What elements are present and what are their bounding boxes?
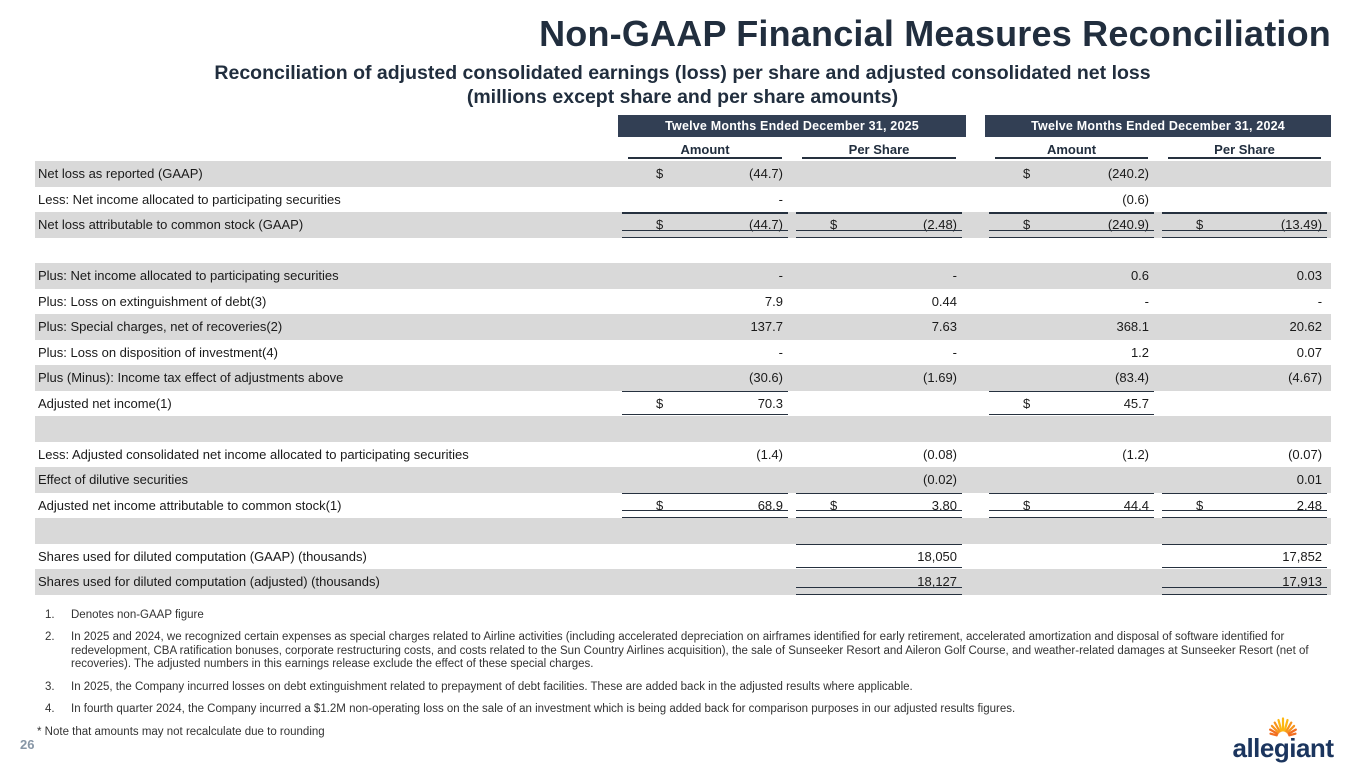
- cell-value: (240.2): [1107, 166, 1150, 182]
- footnote-text: Denotes non-GAAP figure: [71, 608, 204, 621]
- cell-value: 7.9: [764, 293, 783, 309]
- dollar-sign: $: [656, 166, 664, 182]
- sub-header-spacer: [35, 137, 618, 161]
- per-share-cell: [792, 467, 966, 493]
- per-share-cell: [1158, 212, 1331, 238]
- per-share-cell: [1158, 518, 1331, 544]
- page-subtitle-line1: Reconciliation of adjusted consolidated earnings (loss) per share and adjusted consolidated net loss: [214, 62, 1151, 84]
- footnote-4: [45, 703, 1345, 717]
- cell-value: 137.7: [750, 319, 783, 335]
- row-label: Effect of dilutive securities: [38, 472, 189, 488]
- row-label: Net loss attributable to common stock (GAAP): [38, 217, 304, 233]
- amount-cell: [618, 238, 792, 264]
- table-row: [35, 544, 1331, 570]
- cell-value: (13.49): [1280, 217, 1323, 233]
- column-gap: [966, 518, 985, 544]
- cell-value: (4.67): [1288, 370, 1323, 386]
- footnote-2: [45, 631, 1345, 672]
- per-share-cell: [1158, 391, 1331, 417]
- cell-value: (240.9): [1107, 217, 1150, 233]
- dollar-sign: $: [1196, 497, 1204, 513]
- table-row: [35, 391, 1331, 417]
- cell-value: -: [778, 268, 783, 284]
- cell-value: 44.4: [1123, 497, 1150, 513]
- group-header-spacer: [35, 115, 618, 137]
- row-label: [35, 238, 618, 264]
- amount-cell: [618, 544, 792, 570]
- footnote-number: 2.: [45, 631, 55, 643]
- amount-cell: [985, 442, 1158, 468]
- per-share-cell: [1158, 442, 1331, 468]
- amount-cell: [618, 416, 792, 442]
- per-share-cell: [792, 263, 966, 289]
- row-label: Net loss as reported (GAAP): [38, 166, 203, 182]
- per-share-cell: [1158, 365, 1331, 391]
- cell-value: 7.63: [931, 319, 958, 335]
- logo-text: allegiant: [1232, 733, 1334, 763]
- col-header-amount-2024: Amount: [985, 137, 1158, 161]
- dollar-sign: $: [1023, 395, 1031, 411]
- row-label: [35, 518, 618, 544]
- row-label: Plus: Special charges, net of recoveries(2): [38, 319, 283, 335]
- per-share-cell: [1158, 238, 1331, 264]
- per-share-cell: [792, 391, 966, 417]
- page-number: 26: [20, 737, 35, 752]
- cell-value: (44.7): [749, 166, 783, 182]
- table-row: [35, 187, 1331, 213]
- amount-cell: [985, 161, 1158, 187]
- column-gap: [966, 467, 985, 493]
- cell-value: 368.1: [1116, 319, 1150, 335]
- cell-value: (1.4): [756, 446, 783, 462]
- cell-value: -: [778, 191, 783, 207]
- row-label: Plus: Net income allocated to participating securities: [38, 268, 339, 284]
- dollar-sign: $: [830, 497, 838, 513]
- cell-value: 0.44: [931, 293, 958, 309]
- row-label: [35, 416, 618, 442]
- cell-value: 45.7: [1123, 395, 1150, 411]
- cell-value: 1.2: [1130, 344, 1150, 360]
- footnotes: [37, 608, 1345, 740]
- amount-cell: [985, 340, 1158, 366]
- cell-value: (1.2): [1122, 446, 1150, 462]
- group-header-2025: Twelve Months Ended December 31, 2025: [618, 115, 966, 137]
- amount-cell: [618, 493, 792, 519]
- footnote-number: 4.: [45, 703, 55, 715]
- cell-value: -: [952, 268, 958, 284]
- cell-value: 2.48: [1296, 497, 1323, 513]
- column-gap: [966, 187, 985, 213]
- sub-header-row: [35, 137, 1331, 161]
- table-row: [35, 467, 1331, 493]
- per-share-cell: [1158, 314, 1331, 340]
- per-share-cell: [1158, 340, 1331, 366]
- per-share-cell: [792, 314, 966, 340]
- row-label: Plus (Minus): Income tax effect of adjustments above: [38, 370, 344, 386]
- amount-cell: [985, 314, 1158, 340]
- table-row-blank: [35, 518, 1331, 544]
- cell-value: (0.08): [923, 446, 958, 462]
- cell-value: 18,050: [917, 548, 958, 564]
- footnote-number: 1.: [45, 608, 55, 621]
- row-label: Plus: Loss on extinguishment of debt(3): [38, 293, 267, 309]
- table-row: [35, 263, 1331, 289]
- column-gap: [966, 391, 985, 417]
- cell-value: 70.3: [757, 395, 783, 411]
- per-share-cell: [1158, 263, 1331, 289]
- cell-value: 20.62: [1289, 319, 1323, 335]
- per-share-cell: [792, 416, 966, 442]
- per-share-cell: [1158, 544, 1331, 570]
- column-gap: [966, 212, 985, 238]
- amount-cell: [618, 187, 792, 213]
- per-share-cell: [1158, 416, 1331, 442]
- per-share-cell: [792, 493, 966, 519]
- cell-value: (1.69): [923, 370, 958, 386]
- sub-header-gap: [966, 137, 985, 161]
- amount-cell: [618, 365, 792, 391]
- amount-cell: [618, 442, 792, 468]
- column-gap: [966, 289, 985, 315]
- cell-value: -: [952, 344, 958, 360]
- amount-cell: [618, 289, 792, 315]
- cell-value: 0.07: [1296, 344, 1323, 360]
- cell-value: 17,913: [1282, 574, 1323, 590]
- column-gap: [966, 263, 985, 289]
- group-header-row: [35, 115, 1331, 137]
- page-title: Non-GAAP Financial Measures Reconciliation: [539, 13, 1331, 54]
- cell-value: (0.07): [1288, 446, 1323, 462]
- per-share-cell: [792, 187, 966, 213]
- cell-value: (0.02): [923, 472, 958, 488]
- dollar-sign: $: [656, 217, 664, 233]
- table-row: [35, 212, 1331, 238]
- row-label: Less: Adjusted consolidated net income allocated to participating securities: [38, 446, 469, 462]
- col-header-pershare-2024: Per Share: [1158, 137, 1331, 161]
- amount-cell: [985, 212, 1158, 238]
- amount-cell: [618, 518, 792, 544]
- cell-value: (44.7): [749, 217, 783, 233]
- cell-value: (30.6): [749, 370, 783, 386]
- rounding-note: * Note that amounts may not recalculate due to rounding: [37, 725, 325, 738]
- amount-cell: [985, 289, 1158, 315]
- table-row: [35, 365, 1331, 391]
- footnote-1: [45, 609, 1345, 623]
- amount-cell: [618, 467, 792, 493]
- group-header-2024: Twelve Months Ended December 31, 2024: [985, 115, 1331, 137]
- table-row: [35, 340, 1331, 366]
- col-header-amount-2025: Amount: [618, 137, 792, 161]
- amount-cell: [985, 467, 1158, 493]
- cell-value: -: [778, 344, 783, 360]
- per-share-cell: [792, 238, 966, 264]
- amount-cell: [985, 416, 1158, 442]
- row-label: Adjusted net income(1): [38, 395, 172, 411]
- table-body: [35, 161, 1331, 595]
- amount-cell: [618, 391, 792, 417]
- amount-cell: [985, 365, 1158, 391]
- dollar-sign: $: [1023, 497, 1031, 513]
- row-label: Shares used for diluted computation (GAAP) (thousands): [38, 548, 367, 564]
- per-share-cell: [792, 569, 966, 595]
- dollar-sign: $: [656, 395, 664, 411]
- amount-cell: [618, 263, 792, 289]
- table-row-blank: [35, 238, 1331, 264]
- row-label: Adjusted net income attributable to common stock(1): [38, 497, 342, 513]
- per-share-cell: [792, 212, 966, 238]
- column-gap: [966, 569, 985, 595]
- row-label: Plus: Loss on disposition of investment(4): [38, 344, 278, 360]
- footnote-3: [45, 681, 1345, 695]
- dollar-sign: $: [1196, 217, 1204, 233]
- allegiant-logo: [1217, 713, 1349, 762]
- amount-cell: [985, 518, 1158, 544]
- column-gap: [966, 314, 985, 340]
- column-gap: [966, 493, 985, 519]
- table-row-blank: [35, 416, 1331, 442]
- dollar-sign: $: [1023, 217, 1031, 233]
- amount-cell: [618, 314, 792, 340]
- amount-cell: [618, 340, 792, 366]
- dollar-sign: $: [830, 217, 838, 233]
- per-share-cell: [792, 161, 966, 187]
- amount-cell: [618, 212, 792, 238]
- footnote-text: In 2025 and 2024, we recognized certain expenses as special charges related to Airline activities (including accelerated depreciation on airframes identified for early retirement, accelerated amortization and disposal of software identified for redevelopment, CBA ratification bonuses, corporate restructuring costs, and costs related to the Sun Country Airlines acquisition), the sale of Sunseeker Resort and Aileron Golf Course, and weather-related damages at Sunseeker Resort (net of recoveries). The adjusted numbers in this earnings release exclude the effect of these special charges.: [71, 631, 1309, 670]
- amount-cell: [985, 493, 1158, 519]
- table-row: [35, 569, 1331, 595]
- cell-value: 0.6: [1130, 268, 1150, 284]
- table-row: [35, 161, 1331, 187]
- per-share-cell: [1158, 493, 1331, 519]
- column-gap: [966, 442, 985, 468]
- row-label: Less: Net income allocated to participating securities: [38, 191, 341, 207]
- page-subtitle: [0, 61, 1365, 109]
- page-subtitle-line2: (millions except share and per share amounts): [466, 86, 899, 108]
- cell-value: 68.9: [757, 497, 783, 513]
- dollar-sign: $: [656, 497, 664, 513]
- reconciliation-table: [35, 115, 1331, 595]
- per-share-cell: [792, 544, 966, 570]
- per-share-cell: [792, 340, 966, 366]
- amount-cell: [985, 238, 1158, 264]
- footnote-text: In 2025, the Company incurred losses on debt extinguishment related to prepayment of debt facilities. These are added back in the adjusted results where applicable.: [71, 680, 913, 693]
- per-share-cell: [1158, 187, 1331, 213]
- table-row: [35, 493, 1331, 519]
- table-row: [35, 314, 1331, 340]
- column-gap: [966, 340, 985, 366]
- cell-value: 0.03: [1296, 268, 1323, 284]
- per-share-cell: [1158, 569, 1331, 595]
- column-gap: [966, 365, 985, 391]
- column-gap: [966, 544, 985, 570]
- group-header-gap: [966, 115, 985, 137]
- per-share-cell: [1158, 467, 1331, 493]
- per-share-cell: [792, 442, 966, 468]
- amount-cell: [985, 391, 1158, 417]
- amount-cell: [985, 263, 1158, 289]
- per-share-cell: [792, 518, 966, 544]
- cell-value: 17,852: [1282, 548, 1323, 564]
- col-header-pershare-2025: Per Share: [792, 137, 966, 161]
- cell-value: 18,127: [917, 574, 958, 590]
- amount-cell: [985, 187, 1158, 213]
- row-label: Shares used for diluted computation (adjusted) (thousands): [38, 574, 380, 590]
- cell-value: (0.6): [1122, 191, 1150, 207]
- dollar-sign: $: [1023, 166, 1031, 182]
- per-share-cell: [1158, 289, 1331, 315]
- column-gap: [966, 161, 985, 187]
- amount-cell: [985, 544, 1158, 570]
- amount-cell: [618, 569, 792, 595]
- cell-value: (83.4): [1115, 370, 1150, 386]
- per-share-cell: [792, 289, 966, 315]
- footnote-number: 3.: [45, 680, 55, 693]
- per-share-cell: [1158, 161, 1331, 187]
- cell-value: 0.01: [1296, 472, 1323, 488]
- cell-value: -: [1144, 293, 1150, 309]
- footnote-text: In fourth quarter 2024, the Company incurred a $1.2M non-operating loss on the sale of an investment which is being added back for comparison purposes in our adjusted results figures.: [71, 703, 1016, 715]
- cell-value: 3.80: [931, 497, 958, 513]
- amount-cell: [618, 161, 792, 187]
- table-row: [35, 442, 1331, 468]
- per-share-cell: [792, 365, 966, 391]
- table-row: [35, 289, 1331, 315]
- column-gap: [966, 238, 985, 264]
- column-gap: [966, 416, 985, 442]
- cell-value: (2.48): [923, 217, 958, 233]
- amount-cell: [985, 569, 1158, 595]
- cell-value: -: [1317, 293, 1323, 309]
